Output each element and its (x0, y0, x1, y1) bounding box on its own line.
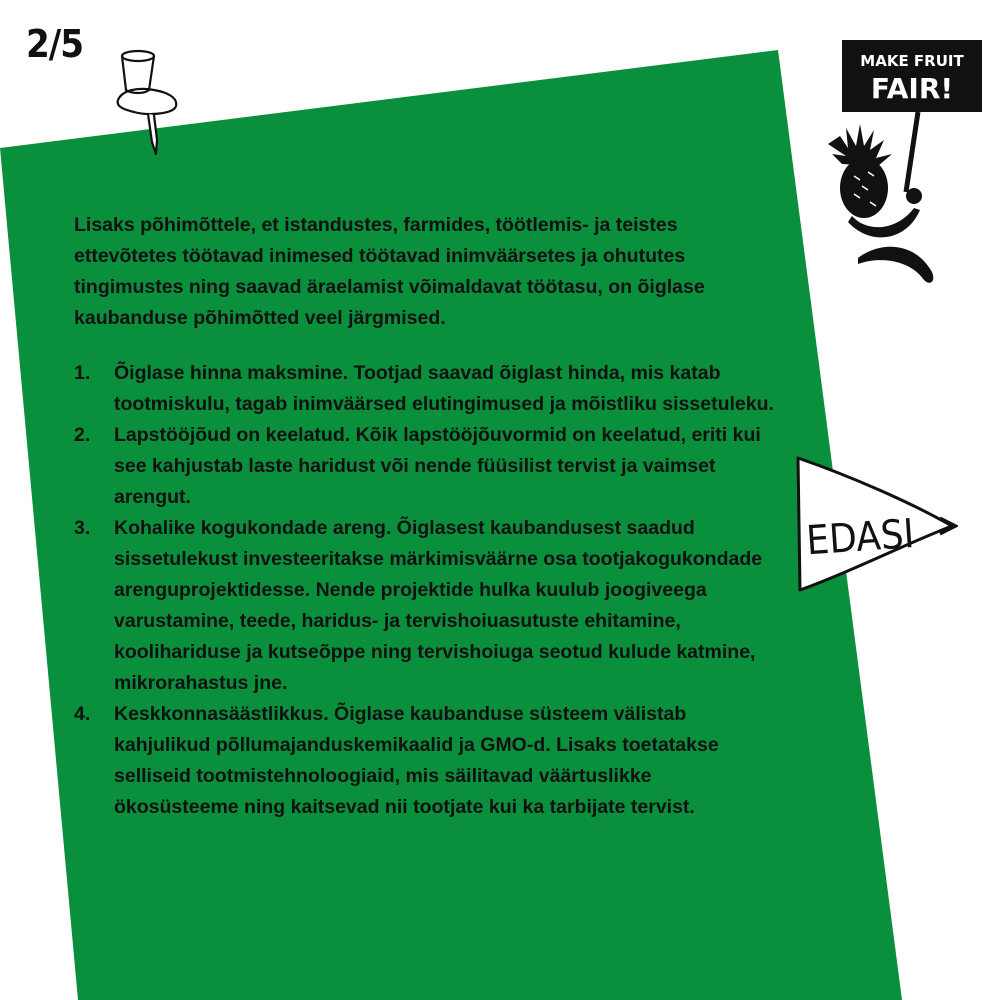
principles-list (74, 358, 774, 823)
list-item-number: 1. (74, 362, 91, 384)
list-item-text: Lapstööjõud on keelatud. Kõik lapstööjõuvormid on keelatud, eriti kui see kahjustab laste haridust või nende füüsilist tervist ja vaimset arengut. (114, 424, 761, 508)
next-button-label: EDASI (804, 510, 916, 565)
list-item-text: Õiglase hinna maksmine. Tootjad saavad õiglast hinda, mis katab tootmiskulu, tagab inimväärsed elutingimused ja mõistliku sissetuleku. (114, 362, 774, 415)
list-item-number: 2. (74, 424, 91, 446)
push-pin-icon (108, 42, 188, 157)
list-item (74, 420, 774, 513)
make-fruit-fair-logo (818, 36, 988, 298)
content (74, 210, 774, 823)
list-item (74, 699, 774, 823)
list-item (74, 358, 774, 420)
list-item (74, 513, 774, 699)
intro-paragraph: Lisaks põhimõttele, et istandustes, farmides, töötlemis- ja teistes ettevõtetes töötavad inimesed töötavad inimväärsetes ja ohututes tingimustes ning saavad äraelamist võimaldavat töötasu, on õiglase kaubanduse põhimõtted veel järgmised. (74, 214, 705, 329)
list-item-text: Keskkonnasäästlikkus. Õiglase kaubanduse süsteem välistab kahjulikud põllumajanduskemikaalid ja GMO-d. Lisaks toetatakse selliseid tootmistehnoloogiaid, mis säilitavad väärtuslikke ökosüsteeme ning kaitsevad nii tootjate kui ka tarbijate tervist. (114, 703, 719, 818)
logo-sign-line2: FAIR! (870, 72, 954, 105)
page-counter: 2/5 (26, 22, 84, 66)
list-item-text: Kohalike kogukondade areng. Õiglasest kaubandusest saadud sissetulekust investeeritakse märkimisväärne osa tootjakogukondade arenguprojektidesse. Nende projektide hulka kuulub joogiveega varustamine, teede, haridus- ja tervishoiuasutuste ehitamine, koolihariduse ja kutseõppe ning tervishoiuga seotud kulude katmine, mikrorahastus jne. (114, 517, 763, 694)
logo-sign-line1: MAKE FRUIT (860, 52, 964, 70)
list-item-number: 4. (74, 703, 91, 725)
next-button[interactable] (790, 452, 958, 597)
list-item-number: 3. (74, 517, 91, 539)
